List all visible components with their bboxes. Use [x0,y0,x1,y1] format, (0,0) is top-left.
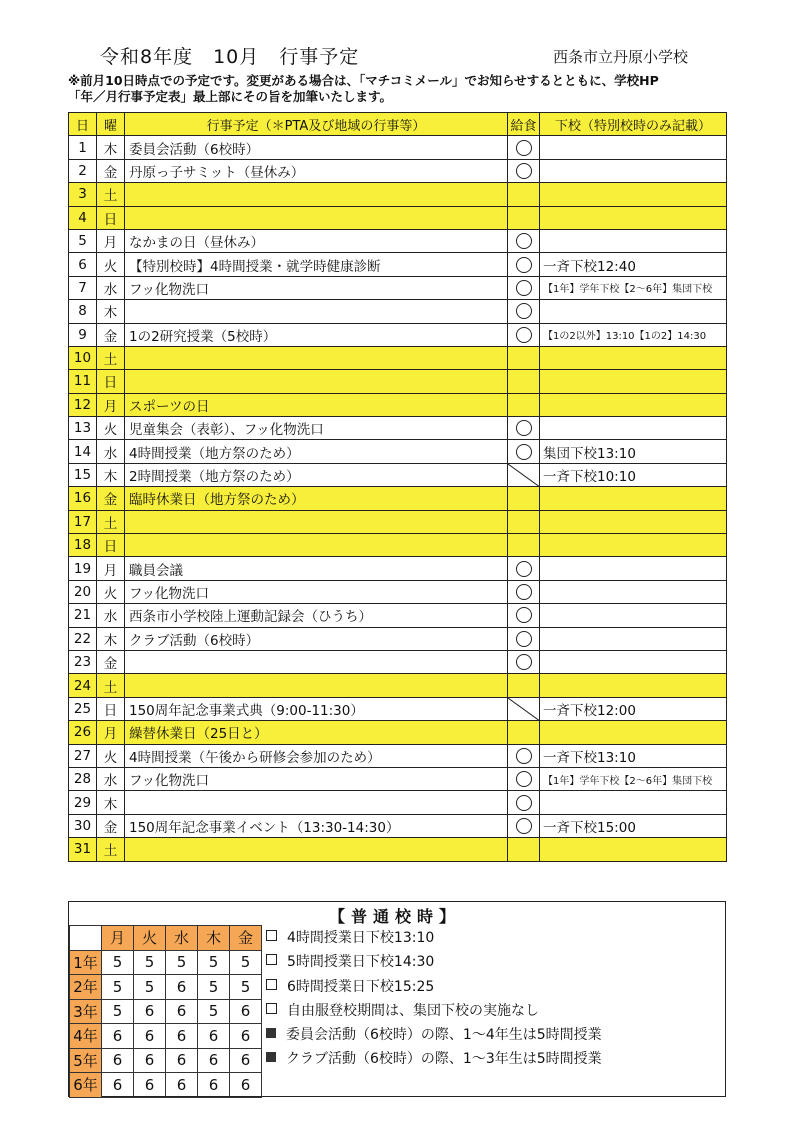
event-cell: 繰替休業日（25日と） [125,721,508,744]
weekday-cell: 木 [97,136,125,159]
lunch-cell [508,463,540,486]
event-cell [125,370,508,393]
event-cell: 【特別校時】4時間授業・就学時健康診断 [125,253,508,276]
event-cell [125,650,508,673]
lunch-cell [508,183,540,206]
table-row [69,814,727,837]
lunch-cell [508,604,540,627]
grid-value: 5 [230,975,262,1000]
weekday-cell: 土 [97,674,125,697]
lunch-cell [508,674,540,697]
day-cell: 3 [69,183,97,206]
grid-header-row [70,926,262,951]
grid-value: 6 [134,1048,166,1073]
periods-grid [69,925,262,1098]
table-row [69,627,727,650]
weekday-cell: 日 [97,370,125,393]
grid-value: 6 [134,999,166,1024]
note-text: 4時間授業日下校13:10 [287,930,435,946]
day-cell: 4 [69,206,97,229]
square-icon [266,1003,277,1014]
event-cell: なかまの日（昼休み） [125,229,508,252]
notice [68,73,768,105]
weekday-cell: 日 [97,534,125,557]
day-cell: 5 [69,229,97,252]
day-cell: 10 [69,346,97,369]
grid-weekday-header: 月 [102,926,134,951]
weekday-cell: 月 [97,393,125,416]
grid-value: 6 [134,1073,166,1098]
weekday-cell: 水 [97,440,125,463]
event-cell [125,183,508,206]
table-row [69,838,727,861]
weekday-cell: 木 [97,300,125,323]
weekday-cell: 日 [97,206,125,229]
note-item [266,1023,602,1047]
school-name: 西条市立丹原小学校 [553,48,689,66]
note-item [266,926,602,950]
note-item [266,975,602,999]
table-row [69,276,727,299]
header-dismissal: 下校（特別校時のみ記載） [540,113,727,136]
weekday-cell: 金 [97,650,125,673]
lunch-cell [508,370,540,393]
page-title: 令和8年度 10月 行事予定 [100,46,360,68]
weekday-cell: 金 [97,159,125,182]
day-cell: 11 [69,370,97,393]
day-cell: 9 [69,323,97,346]
table-row [69,744,727,767]
dismissal-cell [540,370,727,393]
lunch-circle-icon [516,140,532,156]
grid-value: 5 [230,950,262,975]
dismissal-cell: 集団下校13:10 [540,440,727,463]
dismissal-cell: 【1の2以外】13:10【1の2】14:30 [540,323,727,346]
lunch-cell [508,393,540,416]
lunch-cell [508,791,540,814]
table-row [69,183,727,206]
header-event: 行事予定（＊PTA及び地域の行事等） [125,113,508,136]
grid-row [70,999,262,1024]
weekday-cell: 月 [97,229,125,252]
lunch-cell [508,814,540,837]
periods-grid-body [70,926,262,1098]
lunch-cell [508,159,540,182]
notes-list [266,926,602,1072]
lunch-circle-icon [516,280,532,296]
grid-weekday-header: 金 [230,926,262,951]
grid-value: 6 [230,1073,262,1098]
lunch-circle-icon [516,257,532,273]
notice-line-2: 「年／月行事予定表」最上部にその旨を加筆いたします。 [68,89,393,104]
day-cell: 30 [69,814,97,837]
day-cell: 28 [69,767,97,790]
table-row [69,206,727,229]
event-cell: 2時間授業（地方祭のため） [125,463,508,486]
day-cell: 26 [69,721,97,744]
lunch-cell [508,276,540,299]
table-row [69,557,727,580]
day-cell: 17 [69,510,97,533]
weekday-cell: 金 [97,814,125,837]
lunch-cell [508,767,540,790]
note-item [266,999,602,1023]
note-item [266,950,602,974]
dismissal-cell [540,604,727,627]
event-cell [125,206,508,229]
event-cell: 児童集会（表彰）、フッ化物洗口 [125,417,508,440]
lunch-cell [508,580,540,603]
grid-weekday-header: 木 [198,926,230,951]
lunch-cell [508,697,540,720]
square-icon [266,930,277,941]
header-lunch: 給食 [508,113,540,136]
filled-square-icon [266,1052,276,1062]
day-cell: 12 [69,393,97,416]
weekday-cell: 金 [97,323,125,346]
dismissal-cell: 一斉下校10:10 [540,463,727,486]
event-cell: スポーツの日 [125,393,508,416]
lunch-cell [508,346,540,369]
grid-grade-header: 3年 [70,999,102,1024]
lunch-cell [508,838,540,861]
normal-schedule-title: 【普通校時】 [329,907,462,926]
event-cell: 丹原っ子サミット（昼休み） [125,159,508,182]
grid-row [70,1048,262,1073]
day-cell: 8 [69,300,97,323]
grid-value: 6 [166,975,198,1000]
table-row [69,791,727,814]
grid-value: 5 [134,975,166,1000]
event-cell: 委員会活動（6校時） [125,136,508,159]
lunch-circle-icon [516,818,532,834]
lunch-cell [508,323,540,346]
schedule-body [69,136,727,861]
table-row [69,604,727,627]
day-cell: 16 [69,487,97,510]
grid-value: 6 [198,1048,230,1073]
note-text: クラブ活動（6校時）の際、1～3年生は5時間授業 [286,1051,602,1068]
event-cell: 150周年記念事業式典（9:00-11:30） [125,697,508,720]
dismissal-cell [540,650,727,673]
dismissal-cell: 【1年】学年下校【2～6年】集団下校 [540,767,727,790]
grid-weekday-header: 水 [166,926,198,951]
day-cell: 1 [69,136,97,159]
lunch-circle-icon [516,631,532,647]
table-row [69,721,727,744]
weekday-cell: 木 [97,463,125,486]
dismissal-cell [540,557,727,580]
lunch-circle-icon [516,771,532,787]
grid-value: 6 [230,999,262,1024]
dismissal-cell [540,791,727,814]
grid-grade-header: 1年 [70,950,102,975]
dismissal-cell [540,838,727,861]
grid-grade-header: 5年 [70,1048,102,1073]
note-text: 5時間授業日下校14:30 [287,954,435,971]
lunch-circle-icon [516,584,532,600]
day-cell: 24 [69,674,97,697]
lunch-cell [508,627,540,650]
grid-row [70,975,262,1000]
table-row [69,253,727,276]
normal-schedule-panel [68,901,726,1097]
event-cell [125,534,508,557]
event-cell [125,838,508,861]
event-cell: クラブ活動（6校時） [125,627,508,650]
dismissal-cell [540,417,727,440]
day-cell: 27 [69,744,97,767]
grid-weekday-header: 火 [134,926,166,951]
day-cell: 15 [69,463,97,486]
dismissal-cell [540,300,727,323]
grid-corner [70,926,102,951]
lunch-circle-icon [516,233,532,249]
lunch-cell [508,510,540,533]
lunch-circle-icon [516,795,532,811]
lunch-circle-icon [516,748,532,764]
dismissal-cell [540,206,727,229]
day-cell: 14 [69,440,97,463]
day-cell: 29 [69,791,97,814]
dismissal-cell [540,487,727,510]
no-lunch-slash-icon [508,464,539,486]
day-cell: 23 [69,650,97,673]
lunch-circle-icon [516,444,532,460]
day-cell: 13 [69,417,97,440]
lunch-cell [508,721,540,744]
grid-value: 6 [102,1073,134,1098]
grid-value: 5 [166,950,198,975]
grid-row [70,1073,262,1098]
event-cell: 1の2研究授業（5校時） [125,323,508,346]
lunch-cell [508,206,540,229]
header-day: 日 [69,113,97,136]
table-row [69,697,727,720]
dismissal-cell [540,721,727,744]
grid-value: 5 [102,950,134,975]
dismissal-cell: 一斉下校13:10 [540,744,727,767]
lunch-cell [508,744,540,767]
lunch-cell [508,440,540,463]
grid-value: 6 [198,1024,230,1049]
weekday-cell: 土 [97,838,125,861]
event-cell: フッ化物洗口 [125,580,508,603]
table-row [69,440,727,463]
weekday-cell: 土 [97,346,125,369]
dismissal-cell: 一斉下校12:00 [540,697,727,720]
grid-value: 5 [102,999,134,1024]
grid-value: 6 [230,1024,262,1049]
notice-line-1: ※前月10日時点での予定です。変更がある場合は、「マチコミメール」でお知らせするとともに、学校HP [68,73,659,88]
grid-value: 6 [134,1024,166,1049]
grid-grade-header: 2年 [70,975,102,1000]
grid-value: 6 [166,1024,198,1049]
note-text: 委員会活動（6校時）の際、1～4年生は5時間授業 [286,1027,602,1044]
weekday-cell: 土 [97,510,125,533]
table-row [69,650,727,673]
table-row [69,136,727,159]
grid-value: 5 [134,950,166,975]
table-row [69,580,727,603]
day-cell: 21 [69,604,97,627]
note-text: 6時間授業日下校15:25 [287,978,435,995]
dismissal-cell [540,159,727,182]
table-row [69,463,727,486]
schedule-header-row [69,113,727,136]
weekday-cell: 火 [97,744,125,767]
weekday-cell: 土 [97,183,125,206]
day-cell: 7 [69,276,97,299]
day-cell: 20 [69,580,97,603]
grid-grade-header: 4年 [70,1024,102,1049]
event-cell [125,791,508,814]
grid-value: 6 [230,1048,262,1073]
grid-value: 5 [198,950,230,975]
table-row [69,417,727,440]
weekday-cell: 木 [97,791,125,814]
table-row [69,159,727,182]
lunch-cell [508,487,540,510]
event-cell [125,674,508,697]
weekday-cell: 火 [97,580,125,603]
table-row [69,674,727,697]
lunch-cell [508,300,540,323]
day-cell: 2 [69,159,97,182]
schedule-table [68,112,727,862]
note-text: 自由服登校期間は、集団下校の実施なし [287,1002,539,1019]
lunch-circle-icon [516,561,532,577]
lunch-circle-icon [516,303,532,319]
weekday-cell: 金 [97,487,125,510]
dismissal-cell [540,183,727,206]
event-cell: 臨時休業日（地方祭のため） [125,487,508,510]
lunch-circle-icon [516,327,532,343]
weekday-cell: 月 [97,721,125,744]
event-cell: 4時間授業（午後から研修会参加のため） [125,744,508,767]
weekday-cell: 火 [97,253,125,276]
dismissal-cell [540,393,727,416]
no-lunch-slash-icon [508,698,539,720]
grid-value: 5 [102,975,134,1000]
filled-square-icon [266,1028,276,1038]
weekday-cell: 火 [97,417,125,440]
square-icon [266,954,277,965]
grid-row [70,950,262,975]
weekday-cell: 木 [97,627,125,650]
dismissal-cell [540,229,727,252]
grid-row [70,1024,262,1049]
event-cell [125,510,508,533]
dismissal-cell: 一斉下校15:00 [540,814,727,837]
table-row [69,370,727,393]
event-cell: 西条市小学校陸上運動記録会（ひうち） [125,604,508,627]
lunch-cell [508,417,540,440]
dismissal-cell [540,510,727,533]
event-cell: フッ化物洗口 [125,276,508,299]
table-row [69,534,727,557]
day-cell: 22 [69,627,97,650]
lunch-circle-icon [516,163,532,179]
lunch-cell [508,557,540,580]
note-item [266,1047,602,1071]
weekday-cell: 水 [97,767,125,790]
weekday-cell: 水 [97,604,125,627]
grid-value: 6 [166,999,198,1024]
lunch-cell [508,650,540,673]
lunch-cell [508,136,540,159]
event-cell: 150周年記念事業イベント（13:30-14:30） [125,814,508,837]
grid-value: 6 [166,1073,198,1098]
table-row [69,487,727,510]
day-cell: 18 [69,534,97,557]
event-cell: フッ化物洗口 [125,767,508,790]
day-cell: 31 [69,838,97,861]
day-cell: 6 [69,253,97,276]
event-cell: 4時間授業（地方祭のため） [125,440,508,463]
grid-value: 6 [166,1048,198,1073]
table-row [69,300,727,323]
weekday-cell: 月 [97,557,125,580]
event-cell: 職員会議 [125,557,508,580]
grid-grade-header: 6年 [70,1073,102,1098]
table-row [69,510,727,533]
weekday-cell: 水 [97,276,125,299]
header-dow: 曜 [97,113,125,136]
dismissal-cell: 一斉下校12:40 [540,253,727,276]
dismissal-cell [540,674,727,697]
grid-value: 6 [102,1024,134,1049]
day-cell: 19 [69,557,97,580]
dismissal-cell [540,346,727,369]
grid-value: 5 [198,999,230,1024]
lunch-cell [508,534,540,557]
event-cell [125,300,508,323]
weekday-cell: 日 [97,697,125,720]
grid-value: 6 [198,1073,230,1098]
lunch-cell [508,229,540,252]
grid-value: 6 [102,1048,134,1073]
dismissal-cell [540,534,727,557]
dismissal-cell [540,627,727,650]
dismissal-cell [540,580,727,603]
event-cell [125,346,508,369]
lunch-circle-icon [516,607,532,623]
lunch-circle-icon [516,654,532,670]
table-row [69,323,727,346]
dismissal-cell: 【1年】学年下校【2～6年】集団下校 [540,276,727,299]
grid-value: 5 [198,975,230,1000]
table-row [69,346,727,369]
table-row [69,229,727,252]
dismissal-cell [540,136,727,159]
table-row [69,393,727,416]
lunch-cell [508,253,540,276]
lunch-circle-icon [516,420,532,436]
day-cell: 25 [69,697,97,720]
table-row [69,767,727,790]
square-icon [266,979,277,990]
